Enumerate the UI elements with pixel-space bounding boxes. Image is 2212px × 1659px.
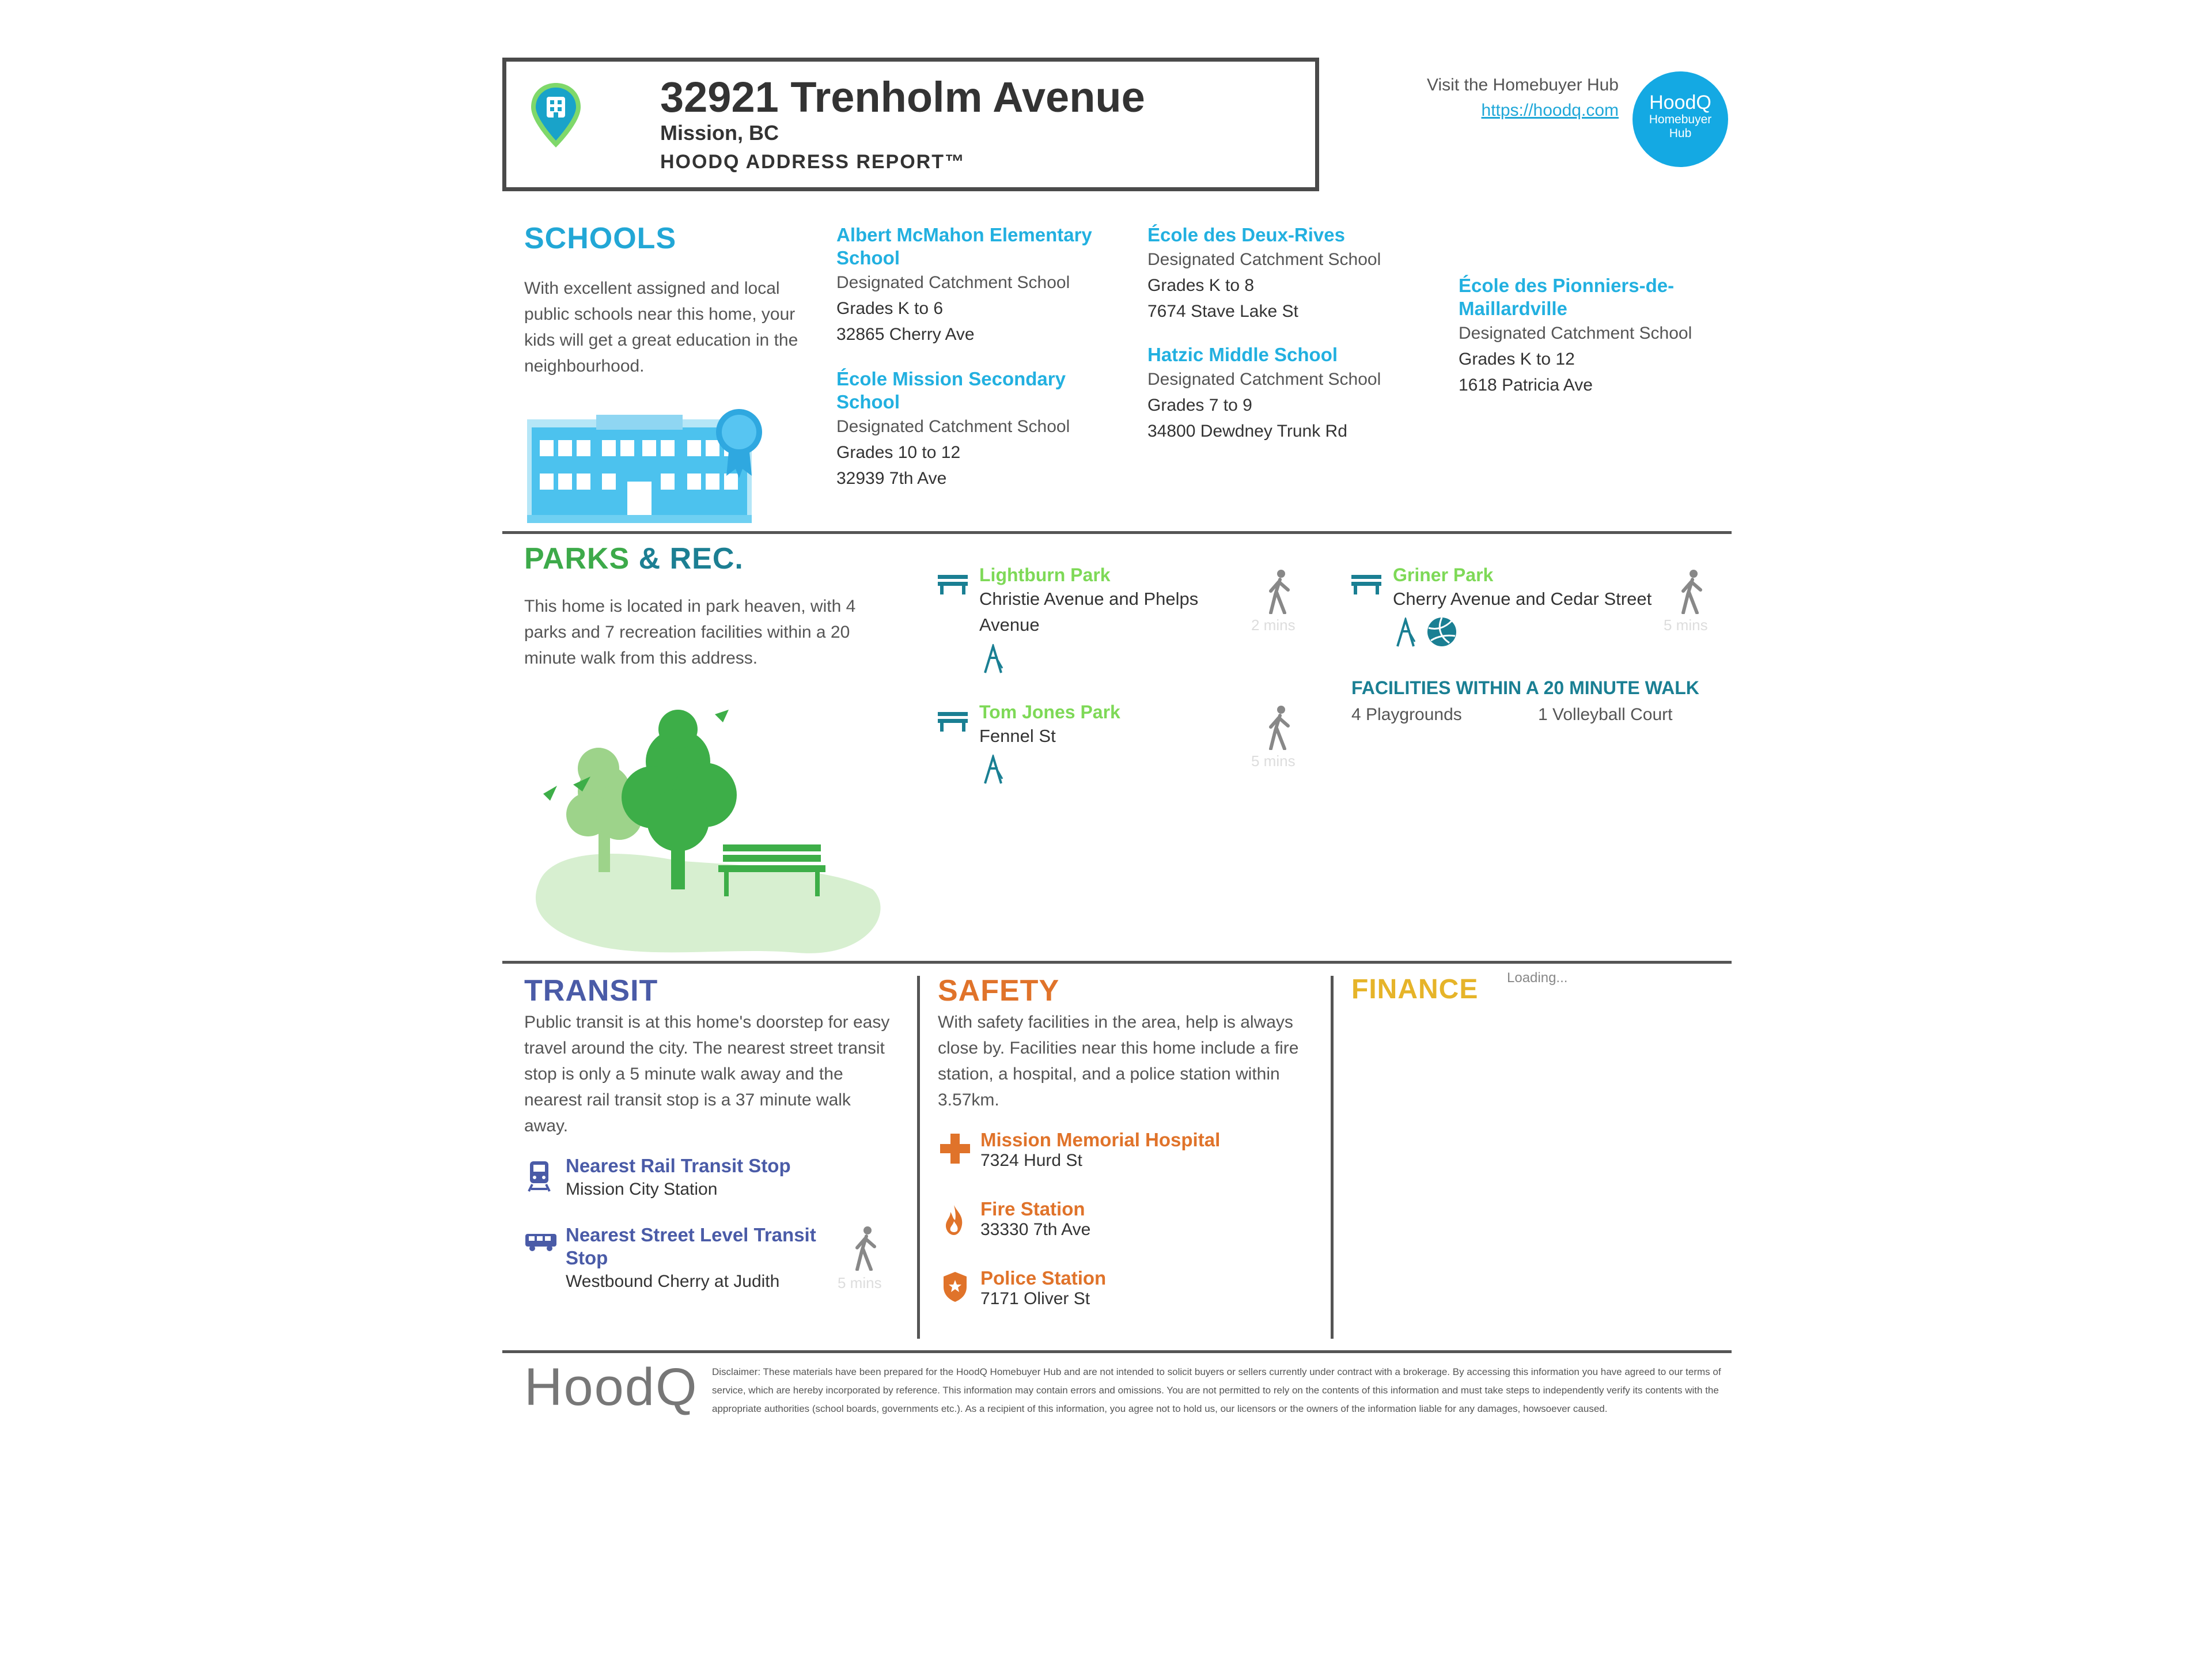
rail-transit-card: [566, 1154, 854, 1202]
school-name[interactable]: École Mission Secondary School: [836, 368, 1066, 412]
park-name[interactable]: Lightburn Park: [979, 565, 1111, 585]
volleyball-icon: [1426, 616, 1457, 647]
street-transit-card: [566, 1224, 836, 1294]
school-name[interactable]: Albert McMahon Elementary School: [836, 224, 1092, 268]
section-divider: [502, 1350, 1732, 1353]
playground-icon: [982, 755, 1007, 785]
column-divider: [1331, 976, 1334, 1339]
park-card: [1393, 565, 1681, 612]
school-address: 7674 Stave Lake St: [1147, 302, 1298, 321]
school-grades: Grades K to 12: [1459, 350, 1575, 369]
facility-item: 4 Playgrounds: [1351, 705, 1462, 724]
parks-description: This home is located in park heaven, with 4 parks and 7 recreation facilities within a 20 minute walk from this address.: [524, 597, 856, 668]
school-grades: Grades K to 6: [836, 299, 944, 318]
playground-icon: [982, 644, 1007, 674]
park-address: Fennel St: [979, 726, 1056, 746]
safety-title: SAFETY: [938, 974, 1060, 1007]
school-type: Designated Catchment School: [1147, 250, 1381, 269]
school-type: Designated Catchment School: [836, 273, 1070, 292]
park-card: [979, 702, 1233, 749]
park-address: Christie Avenue and Phelps Avenue: [979, 589, 1199, 635]
finance-loading: Loading...: [1507, 970, 1568, 986]
park-illustration: [527, 694, 884, 959]
school-type: Designated Catchment School: [1147, 370, 1381, 389]
school-card: [1147, 224, 1418, 324]
walk-icon: [1677, 569, 1707, 614]
park-address: Cherry Avenue and Cedar Street: [1393, 589, 1652, 609]
safety-description: With safety facilities in the area, help is always close by. Facilities near this home include a fire station, a hospital, and a police station within 3.57km.: [938, 1013, 1299, 1109]
homebuyer-hub-badge[interactable]: [1633, 71, 1728, 167]
school-card: [836, 368, 1090, 491]
finance-title: FINANCE: [1351, 974, 1479, 1005]
disclaimer: Disclaimer: These materials have been prepared for the HoodQ Homebuyer Hub and are not intended to solicit buyers or sellers currently under contract with a brokerage. By accessing this information you have agreed to our terms of service, which are hereby incorporated by reference. This information may contain errors and omissions. You are not permitted to rely on the contents of this information and must take steps to independently verify its contents with the appropriate authorities (school boards, governments etc.). As a recipient of this information, you agree not to hold us, our licensors or the owners of the information liable for any damages, howsoever caused.: [712, 1366, 1721, 1414]
fire-icon: [942, 1204, 965, 1236]
hub-link[interactable]: https://hoodq.com: [1481, 101, 1619, 120]
bus-icon: [524, 1232, 558, 1252]
school-address: 32865 Cherry Ave: [836, 325, 975, 344]
school-grades: Grades 10 to 12: [836, 443, 961, 462]
safety-card: [980, 1267, 1106, 1309]
school-address: 34800 Dewdney Trunk Rd: [1147, 422, 1347, 441]
walk-time: 2 mins: [1251, 616, 1296, 634]
school-grades: Grades K to 8: [1147, 276, 1255, 295]
hoodq-logo: HoodQ: [524, 1358, 698, 1416]
school-building-illustration: [527, 407, 769, 525]
street-transit-title: Nearest Street Level Transit Stop: [566, 1224, 816, 1268]
section-divider: [502, 961, 1732, 964]
train-icon: [527, 1160, 552, 1192]
school-card: [1147, 343, 1418, 444]
parks-title-a: PARKS: [524, 542, 630, 575]
school-address: 32939 7th Ave: [836, 469, 947, 488]
school-grades: Grades 7 to 9: [1147, 396, 1252, 415]
school-type: Designated Catchment School: [1459, 324, 1692, 343]
safety-name[interactable]: Fire Station: [980, 1198, 1085, 1219]
hub-prompt: Visit the Homebuyer Hub: [1427, 75, 1619, 94]
school-name[interactable]: Hatzic Middle School: [1147, 344, 1338, 365]
bench-icon: [937, 710, 969, 733]
playground-icon: [1394, 618, 1419, 647]
walk-time: 5 mins: [838, 1274, 882, 1291]
safety-name[interactable]: Police Station: [980, 1267, 1107, 1289]
facility-item: 1 Volleyball Court: [1538, 705, 1673, 724]
location-pin-icon: [529, 81, 583, 150]
hospital-cross-icon: [939, 1132, 971, 1165]
walk-time: 5 mins: [1664, 616, 1708, 634]
parks-title: [524, 541, 744, 576]
walk-time: 5 mins: [1251, 752, 1296, 770]
school-address: 1618 Patricia Ave: [1459, 376, 1593, 395]
school-card: [1459, 274, 1700, 398]
park-card: [979, 565, 1233, 638]
report-title: HOODQ ADDRESS REPORT™: [660, 151, 966, 173]
rail-transit-title: Nearest Rail Transit Stop: [566, 1155, 791, 1176]
walk-icon: [851, 1226, 881, 1271]
bench-icon: [1350, 573, 1382, 596]
safety-card: [980, 1129, 1220, 1171]
hub-prompt-block: [1388, 73, 1619, 123]
hub-badge-title: HoodQ: [1649, 92, 1711, 113]
hub-badge-sub2: Hub: [1669, 127, 1692, 140]
transit-title: TRANSIT: [524, 974, 658, 1007]
school-name[interactable]: École des Deux-Rives: [1147, 224, 1345, 245]
parks-title-b: & REC.: [638, 542, 744, 575]
school-name[interactable]: École des Pionniers-de-Maillardville: [1459, 275, 1675, 319]
safety-name[interactable]: Mission Memorial Hospital: [980, 1129, 1221, 1150]
safety-address: 7171 Oliver St: [980, 1289, 1090, 1308]
walk-icon: [1265, 569, 1295, 614]
safety-address: 7324 Hurd St: [980, 1151, 1082, 1170]
street-transit-stop[interactable]: Westbound Cherry at Judith: [566, 1272, 780, 1291]
hub-badge-sub1: Homebuyer: [1649, 113, 1712, 126]
bench-icon: [937, 573, 969, 596]
park-name[interactable]: Griner Park: [1393, 565, 1494, 585]
schools-title: SCHOOLS: [524, 222, 677, 255]
property-address: 32921 Trenholm Avenue: [660, 73, 1145, 121]
rail-transit-stop[interactable]: Mission City Station: [566, 1180, 718, 1199]
park-name[interactable]: Tom Jones Park: [979, 702, 1120, 722]
police-badge-icon: [941, 1271, 969, 1303]
facilities-title: FACILITIES WITHIN A 20 MINUTE WALK: [1351, 677, 1699, 698]
safety-card: [980, 1198, 1090, 1240]
schools-description: With excellent assigned and local public schools near this home, your kids will get a great education in the neighbourhood.: [524, 279, 798, 376]
walk-icon: [1265, 705, 1295, 750]
school-type: Designated Catchment School: [836, 417, 1070, 436]
school-card: [836, 224, 1124, 347]
property-city: Mission, BC: [660, 121, 779, 145]
safety-address: 33330 7th Ave: [980, 1220, 1091, 1239]
column-divider: [917, 976, 920, 1339]
transit-description: Public transit is at this home's doorstep for easy travel around the city. The nearest street transit stop is only a 5 minute walk away and the nearest rail transit stop is a 37 minute walk away.: [524, 1013, 890, 1135]
section-divider: [502, 531, 1732, 534]
